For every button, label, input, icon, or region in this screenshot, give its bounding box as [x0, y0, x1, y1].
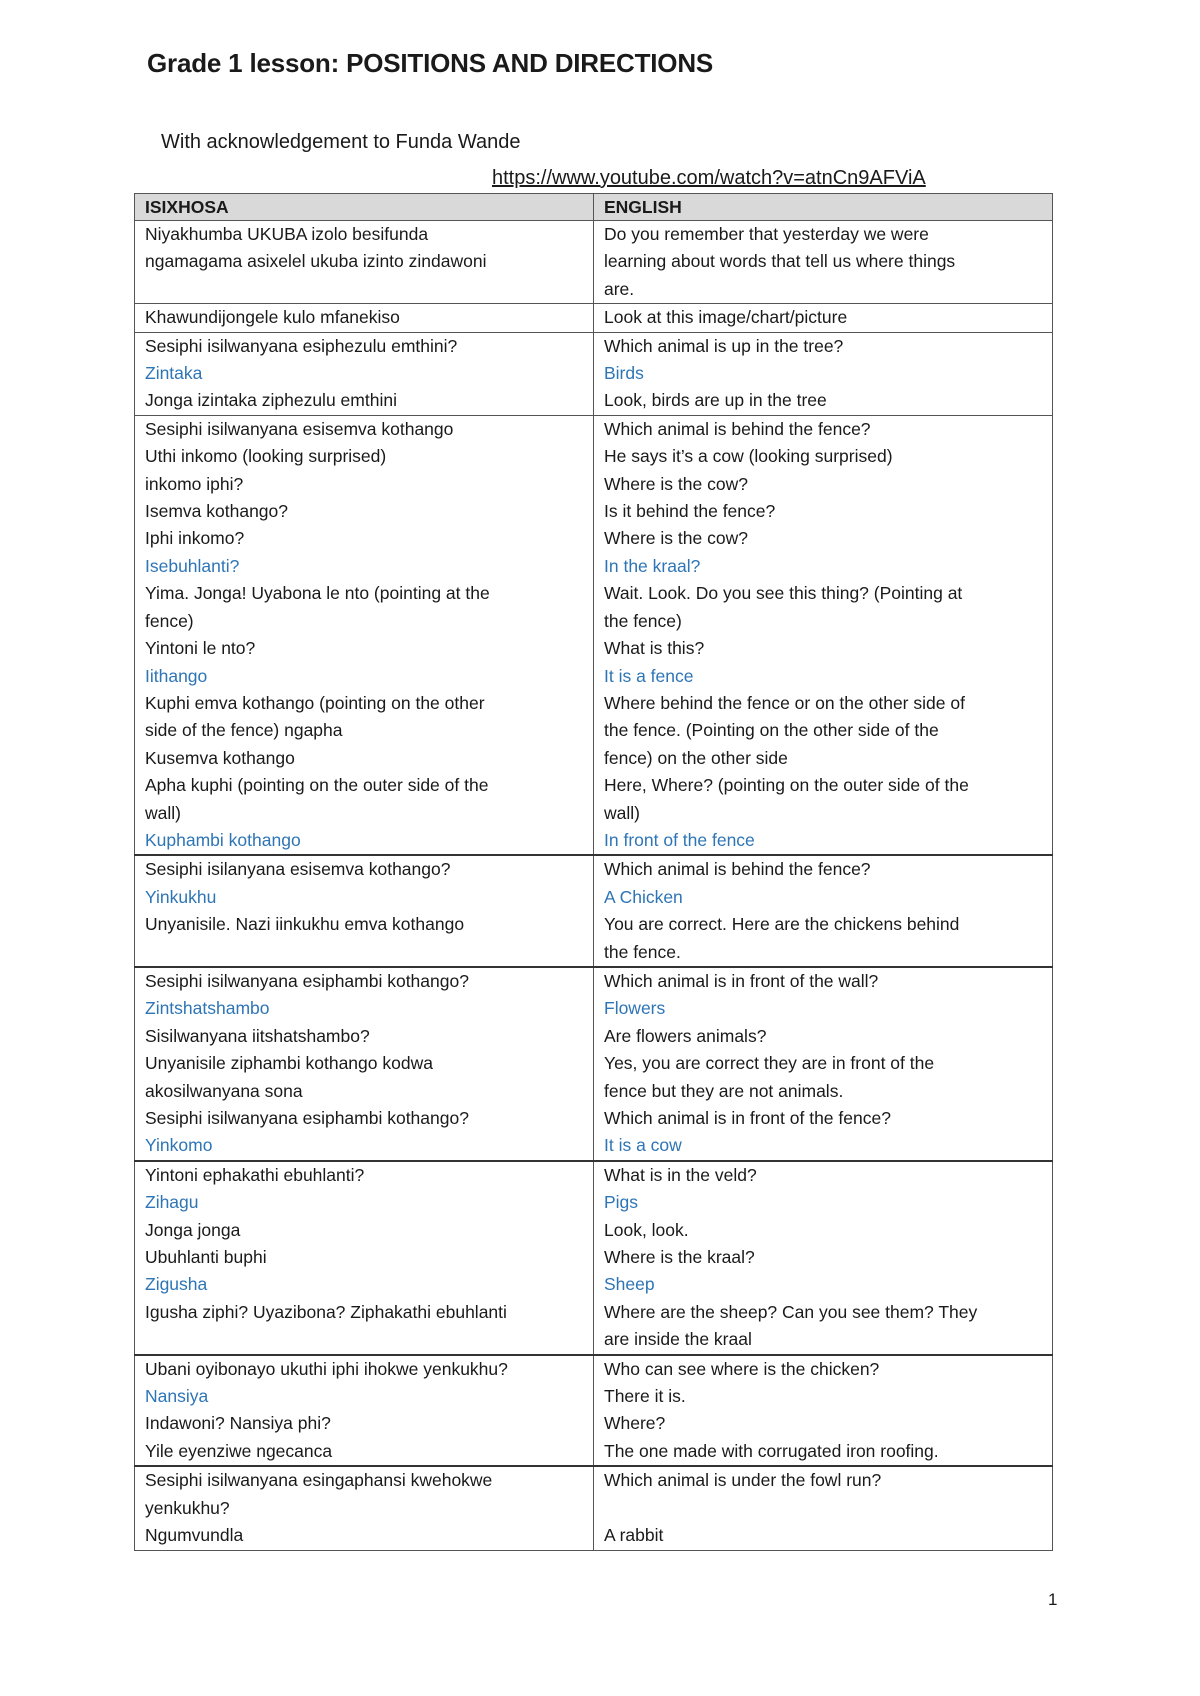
cell-isixhosa — [135, 1355, 594, 1467]
text-line: wall) — [145, 802, 181, 823]
text-line: Kusemva kothango — [145, 747, 295, 768]
cell-english — [594, 1355, 1053, 1467]
text-line: Sesiphi isilwanyana esiphambi kothango? — [145, 970, 469, 991]
text-line: Where is the cow? — [604, 528, 748, 549]
header-isixhosa: ISIXHOSA — [135, 194, 594, 221]
text-line: akosilwanyana sona — [145, 1080, 303, 1101]
answer-line: In the kraal? — [604, 555, 701, 576]
cell-isixhosa — [135, 967, 594, 1161]
text-line: Jonga izintaka ziphezulu emthini — [145, 390, 397, 411]
text-line: fence) — [145, 610, 194, 631]
answer-line: Pigs — [604, 1192, 639, 1213]
text-line: He says it’s a cow (looking surprised) — [604, 446, 893, 467]
cell-english — [594, 415, 1053, 855]
text-line: Wait. Look. Do you see this thing? (Pointing at — [604, 583, 963, 604]
cell-english — [594, 1161, 1053, 1355]
answer-line: Zihagu — [145, 1192, 199, 1213]
answer-line: It is a cow — [604, 1135, 682, 1156]
text-line: Which animal is behind the fence? — [604, 418, 871, 439]
text-line: Which animal is under the fowl run? — [604, 1470, 882, 1491]
text-line: wall) — [604, 802, 640, 823]
answer-line: Zintaka — [145, 363, 203, 384]
text-line: Where is the cow? — [604, 473, 748, 494]
answer-line: A Chicken — [604, 886, 683, 907]
text-line: side of the fence) ngapha — [145, 720, 343, 741]
cell-english — [594, 967, 1053, 1161]
page-title: Grade 1 lesson: POSITIONS AND DIRECTIONS — [147, 48, 714, 78]
answer-line: Yinkomo — [145, 1135, 213, 1156]
text-line: Where behind the fence or on the other side of — [604, 692, 965, 713]
cell-english — [594, 304, 1053, 332]
text-line: Unyanisile ziphambi kothango kodwa — [145, 1053, 433, 1074]
page-number: 1 — [1048, 1590, 1058, 1609]
text-line: Khawundijongele kulo mfanekiso — [145, 307, 400, 328]
text-line: Which animal is in front of the fence? — [604, 1108, 891, 1128]
cell-isixhosa — [135, 1466, 594, 1550]
text-line: What is this? — [604, 638, 705, 659]
answer-line: Zigusha — [145, 1274, 208, 1295]
text-line: the fence. (Pointing on the other side of the — [604, 720, 939, 741]
cell-english — [594, 855, 1053, 967]
answer-line: It is a fence — [604, 665, 694, 686]
table-row — [135, 304, 1053, 332]
text-line: Uthi inkomo (looking surprised) — [145, 446, 387, 467]
text-line: Ubuhlanti buphi — [145, 1247, 267, 1268]
text-line: Yintoni le nto? — [145, 638, 256, 659]
text-line: Igusha ziphi? Uyazibona? Ziphakathi ebuhlanti — [145, 1301, 507, 1322]
text-line: The one made with corrugated iron roofing. — [604, 1440, 939, 1461]
text-line: learning about words that tell us where things — [604, 251, 956, 272]
cell-english — [594, 1466, 1053, 1550]
cell-isixhosa — [135, 221, 594, 304]
text-line: Do you remember that yesterday we were — [604, 224, 929, 244]
text-line: Ngumvundla — [145, 1525, 244, 1546]
table-row — [135, 1161, 1053, 1355]
text-line: the fence) — [604, 610, 682, 631]
table-row — [135, 967, 1053, 1161]
text-line: Indawoni? Nansiya phi? — [145, 1413, 331, 1434]
cell-isixhosa — [135, 332, 594, 415]
answer-line: Sheep — [604, 1274, 655, 1295]
text-line: Niyakhumba UKUBA izolo besifunda — [145, 224, 429, 244]
text-line: Sesiphi isilanyana esisemva kothango? — [145, 859, 451, 880]
text-line: Look, look. — [604, 1219, 689, 1240]
answer-line: In front of the fence — [604, 829, 755, 850]
answer-line: Yinkukhu — [145, 886, 217, 907]
text-line: Yintoni ephakathi ebuhlanti? — [145, 1164, 365, 1185]
text-line: Where are the sheep? Can you see them? They — [604, 1301, 978, 1322]
table-row — [135, 415, 1053, 855]
table-row — [135, 1355, 1053, 1467]
text-line: Where is the kraal? — [604, 1247, 755, 1268]
text-line: What is in the veld? — [604, 1164, 757, 1185]
lesson-table — [134, 193, 1053, 1551]
text-line: You are correct. Here are the chickens behind — [604, 914, 960, 935]
text-line: are inside the kraal — [604, 1329, 752, 1350]
answer-line: Birds — [604, 363, 644, 384]
answer-line: Isebuhlanti? — [145, 555, 240, 576]
cell-isixhosa — [135, 1161, 594, 1355]
text-line: A rabbit — [604, 1525, 664, 1546]
text-line: Sesiphi isilwanyana esisemva kothango — [145, 418, 454, 439]
text-line: fence) on the other side — [604, 747, 788, 768]
text-line: Unyanisile. Nazi iinkukhu emva kothango — [145, 914, 465, 935]
text-line: Sesiphi isilwanyana esiphambi kothango? — [145, 1108, 469, 1128]
text-line: Iphi inkomo? — [145, 528, 245, 549]
text-line: the fence. — [604, 941, 681, 962]
text-line: There it is. — [604, 1386, 686, 1407]
table-row — [135, 855, 1053, 967]
text-line: Yes, you are correct they are in front of the — [604, 1053, 935, 1074]
text-line: Here, Where? (pointing on the outer side of the — [604, 775, 969, 796]
text-line: Look at this image/chart/picture — [604, 307, 848, 328]
cell-english — [594, 332, 1053, 415]
blank-line — [604, 1495, 1044, 1522]
video-link[interactable]: https://www.youtube.com/watch?v=atnCn9AFViA — [492, 167, 926, 189]
text-line: Are flowers animals? — [604, 1025, 767, 1046]
text-line: Kuphi emva kothango (pointing on the other — [145, 692, 485, 713]
text-line: yenkukhu? — [145, 1497, 230, 1518]
text-line: Look, birds are up in the tree — [604, 390, 827, 411]
text-line: Apha kuphi (pointing on the outer side of the — [145, 775, 489, 796]
cell-isixhosa — [135, 415, 594, 855]
answer-line: Flowers — [604, 998, 666, 1019]
text-line: fence but they are not animals. — [604, 1080, 844, 1101]
answer-line: Nansiya — [145, 1386, 209, 1407]
table-row — [135, 332, 1053, 415]
text-line: Is it behind the fence? — [604, 501, 776, 522]
text-line: are. — [604, 278, 635, 299]
text-line: Jonga jonga — [145, 1219, 241, 1240]
text-line: Isemva kothango? — [145, 501, 289, 522]
text-line: Which animal is behind the fence? — [604, 859, 871, 880]
header-english: ENGLISH — [594, 194, 1053, 221]
answer-line: Zintshatshambo — [145, 998, 270, 1019]
cell-english — [594, 221, 1053, 304]
text-line: Who can see where is the chicken? — [604, 1358, 880, 1379]
text-line: inkomo iphi? — [145, 473, 244, 494]
text-line: Sesiphi isilwanyana esiphezulu emthini? — [145, 335, 458, 356]
text-line: Yima. Jonga! Uyabona le nto (pointing at the — [145, 583, 490, 604]
table-header-row — [135, 194, 1053, 221]
text-line: Which animal is up in the tree? — [604, 335, 844, 356]
answer-line: Iithango — [145, 665, 208, 686]
text-line: Where? — [604, 1413, 666, 1434]
text-line: Sesiphi isilwanyana esingaphansi kwehokwe — [145, 1470, 493, 1491]
acknowledgement: With acknowledgement to Funda Wande — [161, 131, 521, 153]
text-line: Sisilwanyana iitshatshambo? — [145, 1025, 370, 1046]
cell-isixhosa — [135, 855, 594, 967]
table-body — [135, 221, 1053, 1551]
table-row — [135, 221, 1053, 304]
text-line: Which animal is in front of the wall? — [604, 970, 879, 991]
table-row — [135, 1466, 1053, 1550]
answer-line: Kuphambi kothango — [145, 829, 301, 850]
text-line: Ubani oyibonayo ukuthi iphi ihokwe yenkukhu? — [145, 1358, 508, 1379]
text-line: Yile eyenziwe ngecanca — [145, 1440, 333, 1461]
text-line: ngamagama asixelel ukuba izinto zindawoni — [145, 251, 487, 272]
cell-isixhosa — [135, 304, 594, 332]
